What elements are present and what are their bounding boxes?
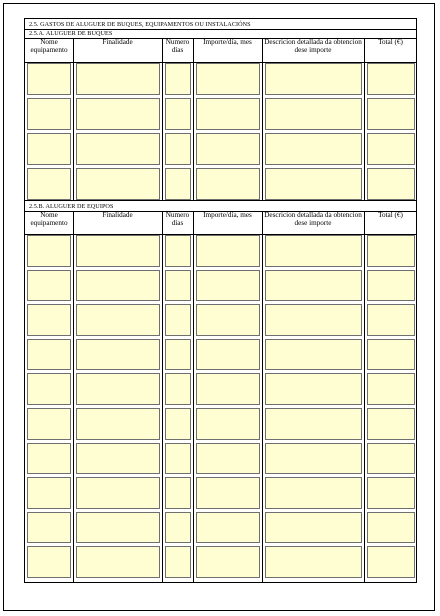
input-name-row-b4[interactable] (27, 339, 71, 371)
column-divider (162, 38, 163, 200)
divider (25, 200, 416, 201)
input-rate-row-b5[interactable] (196, 373, 260, 405)
input-name-row-a3[interactable] (27, 133, 71, 165)
input-name-row-b7[interactable] (27, 443, 71, 475)
input-description-row-b5[interactable] (265, 373, 362, 405)
input-days-row-a2[interactable] (165, 98, 191, 130)
column-header-name: Nome equipamento (30, 39, 68, 54)
input-rate-row-a3[interactable] (196, 133, 260, 165)
input-purpose-row-a4[interactable] (76, 168, 160, 200)
input-description-row-b7[interactable] (265, 443, 362, 475)
input-description-row-a2[interactable] (265, 98, 362, 130)
input-description-row-b4[interactable] (265, 339, 362, 371)
column-header-rate: Importe/día, mes (203, 212, 252, 219)
column-divider (262, 211, 263, 582)
column-header-purpose: Finalidade (102, 39, 133, 46)
input-total-row-b4[interactable] (367, 339, 415, 371)
column-header-purpose: Finalidade (102, 212, 133, 219)
column-header-description: Descricion detallada da obtencion dese importe (264, 212, 362, 227)
input-total-row-b1[interactable] (367, 235, 415, 267)
input-name-row-b3[interactable] (27, 304, 71, 336)
input-total-row-b5[interactable] (367, 373, 415, 405)
input-rate-row-a1[interactable] (196, 63, 260, 95)
input-days-row-a4[interactable] (165, 168, 191, 200)
input-rate-row-b9[interactable] (196, 512, 260, 544)
input-purpose-row-a3[interactable] (76, 133, 160, 165)
input-total-row-b8[interactable] (367, 477, 415, 509)
input-name-row-b6[interactable] (27, 408, 71, 440)
input-name-row-b1[interactable] (27, 235, 71, 267)
column-header-total: Total (€) (378, 212, 403, 219)
input-name-row-b9[interactable] (27, 512, 71, 544)
input-description-row-b1[interactable] (265, 235, 362, 267)
input-rate-row-b3[interactable] (196, 304, 260, 336)
input-purpose-row-b10[interactable] (76, 546, 160, 578)
input-days-row-b6[interactable] (165, 408, 191, 440)
input-rate-row-a4[interactable] (196, 168, 260, 200)
subsection-b-title: 2.5.B. ALUGUER DE EQUIPOS (29, 203, 114, 210)
input-total-row-a1[interactable] (367, 63, 415, 95)
input-name-row-b2[interactable] (27, 270, 71, 302)
input-purpose-row-b8[interactable] (76, 477, 160, 509)
column-divider (162, 211, 163, 582)
input-name-row-a2[interactable] (27, 98, 71, 130)
input-total-row-b10[interactable] (367, 546, 415, 578)
input-days-row-b8[interactable] (165, 477, 191, 509)
column-divider (262, 38, 263, 200)
column-header-total: Total (€) (378, 39, 403, 46)
input-name-row-b5[interactable] (27, 373, 71, 405)
rental-expenses-form (24, 18, 417, 583)
input-description-row-b10[interactable] (265, 546, 362, 578)
input-description-row-b9[interactable] (265, 512, 362, 544)
input-rate-row-b2[interactable] (196, 270, 260, 302)
input-days-row-b5[interactable] (165, 373, 191, 405)
input-total-row-a2[interactable] (367, 98, 415, 130)
input-purpose-row-b6[interactable] (76, 408, 160, 440)
input-days-row-b10[interactable] (165, 546, 191, 578)
column-header-days: Numero días (165, 39, 190, 54)
input-rate-row-b10[interactable] (196, 546, 260, 578)
input-description-row-b2[interactable] (265, 270, 362, 302)
input-rate-row-b8[interactable] (196, 477, 260, 509)
input-purpose-row-b9[interactable] (76, 512, 160, 544)
input-purpose-row-a1[interactable] (76, 63, 160, 95)
input-days-row-b9[interactable] (165, 512, 191, 544)
input-total-row-b3[interactable] (367, 304, 415, 336)
input-total-row-a4[interactable] (367, 168, 415, 200)
column-header-name: Nome equipamento (30, 212, 68, 227)
input-purpose-row-b5[interactable] (76, 373, 160, 405)
input-days-row-b4[interactable] (165, 339, 191, 371)
input-description-row-b6[interactable] (265, 408, 362, 440)
column-header-days: Numero días (165, 212, 190, 227)
input-days-row-a3[interactable] (165, 133, 191, 165)
column-header-description: Descricion detallada da obtencion dese importe (264, 39, 362, 54)
input-rate-row-b1[interactable] (196, 235, 260, 267)
column-divider (193, 211, 194, 582)
input-purpose-row-b2[interactable] (76, 270, 160, 302)
input-total-row-b6[interactable] (367, 408, 415, 440)
input-rate-row-b7[interactable] (196, 443, 260, 475)
column-divider (73, 38, 74, 200)
input-days-row-b7[interactable] (165, 443, 191, 475)
column-divider (364, 38, 365, 200)
input-total-row-b7[interactable] (367, 443, 415, 475)
input-name-row-a4[interactable] (27, 168, 71, 200)
input-description-row-a1[interactable] (265, 63, 362, 95)
subsection-a-title: 2.5.A. ALUGUER DE BUQUES (29, 30, 113, 37)
input-description-row-b8[interactable] (265, 477, 362, 509)
input-purpose-row-b3[interactable] (76, 304, 160, 336)
input-purpose-row-b4[interactable] (76, 339, 160, 371)
section-title: 2.5. GASTOS DE ALUGUER DE BUQUES, EQUIPAMENTOS OU INSTALACIÓNS (29, 21, 251, 28)
input-description-row-a3[interactable] (265, 133, 362, 165)
input-purpose-row-b7[interactable] (76, 443, 160, 475)
input-days-row-a1[interactable] (165, 63, 191, 95)
input-days-row-b1[interactable] (165, 235, 191, 267)
input-days-row-b3[interactable] (165, 304, 191, 336)
input-total-row-b9[interactable] (367, 512, 415, 544)
input-name-row-b10[interactable] (27, 546, 71, 578)
column-divider (73, 211, 74, 582)
input-description-row-a4[interactable] (265, 168, 362, 200)
input-name-row-b8[interactable] (27, 477, 71, 509)
input-rate-row-a2[interactable] (196, 98, 260, 130)
input-total-row-a3[interactable] (367, 133, 415, 165)
input-description-row-b3[interactable] (265, 304, 362, 336)
input-purpose-row-b1[interactable] (76, 235, 160, 267)
input-days-row-b2[interactable] (165, 270, 191, 302)
column-divider (364, 211, 365, 582)
input-rate-row-b4[interactable] (196, 339, 260, 371)
input-total-row-b2[interactable] (367, 270, 415, 302)
input-purpose-row-a2[interactable] (76, 98, 160, 130)
column-header-rate: Importe/día, mes (203, 39, 252, 46)
column-divider (193, 38, 194, 200)
input-rate-row-b6[interactable] (196, 408, 260, 440)
input-name-row-a1[interactable] (27, 63, 71, 95)
